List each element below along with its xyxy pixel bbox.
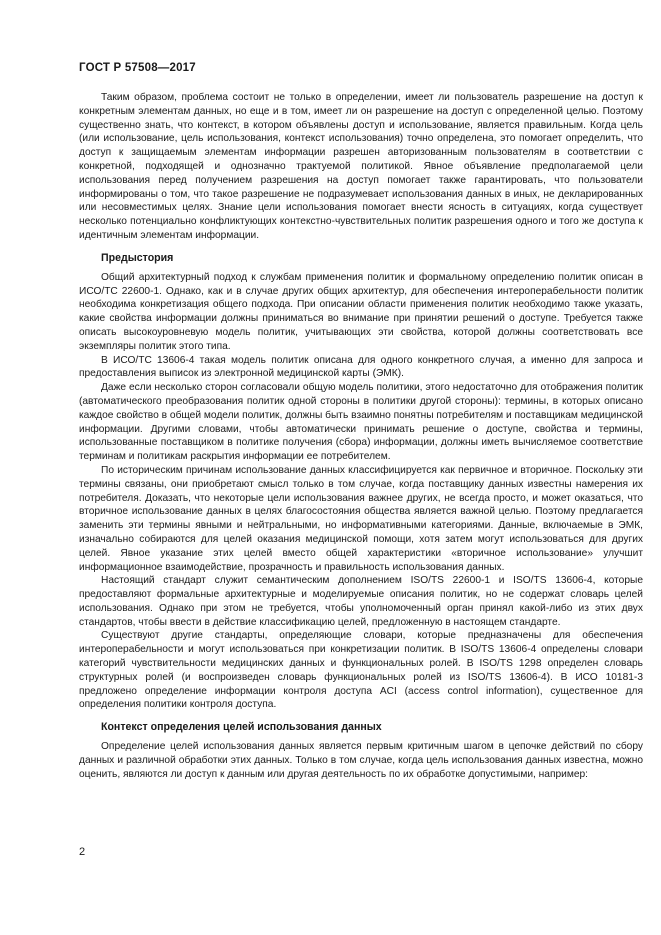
paragraph-purpose-problem: Таким образом, проблема состоит не только в определении, имеет ли пользователь разрешение на доступ к конкретным элементам данных, но еще и в том, имеет ли он разрешение на доступ с определенной целью. Поэтому существенно знать, что контекст, в котором объявлены доступ и использование, является правильным. Когда цель (или использование, цель использования, контекст использования) точно определена, это помогает определить, что доступ к защищаемым элементам информации разрешен авторизованным пользователям в соответствии с конкретной, подходящей и однозначно трактуемой политикой. Явное объявление предполагаемой цели использования перед получением разрешения на доступ помогает также гарантировать, что пользователи информированы о том, что такое разрешение не подразумевает использования данных в иных, не декларированных или несовместимых целях. Знание цели использования помогает внести ясность в ситуациях, когда существует несколько потенциально конфликтующих контекстно-чувствительных политик разрешения одного и того же доступа к идентичным элементам информации. xyxy=(79,92,643,241)
paragraph-iso-13606-4: В ИСО/ТС 13606-4 такая модель политик описана для одного конкретного случая, а именно для запроса и предоставления выписок из электронной медицинской карты (ЭМК). xyxy=(79,354,643,380)
standard-header: ГОСТ Р 57508—2017 xyxy=(79,62,196,74)
paragraph-primary-secondary-use: По историческим причинам использование данных классифицируется как первичное и вторичное. Поскольку эти термины связаны, они приобретают смысл только в том случае, когда поставщику данных известны намерения их потребителя. Доказать, что некоторые цели использования важнее других, не всегда просто, и может оказаться, что вторичное использование данных в целях благосостояния общества является важной целью. Поэтому предлагается заменить эти термины явными и нейтральными, но информативными категориями. Данные, включаемые в ЭМК, изначально собираются для целей оказания медицинской помощи, хотя затем могут использоваться для других целей. Явное указание этих целей вместо общей характеристики «вторичное использование» улучшит информационное взаимодействие, прозрачность и правильность использования данных. xyxy=(79,464,643,573)
page-number: 2 xyxy=(79,846,86,858)
paragraph-policy-mapping: Даже если несколько сторон согласовали общую модель политики, этого недостаточно для отображения политик (автоматического преобразования политик одной стороны в политики другой стороны): термины, в которых описано каждое свойство в общей модели политик, должны быть взаимно понятны потребителям и поставщикам медицинской информации. Другими словами, чтобы автоматически принимать решение о доступе, свойства и термины, использованные поставщиком в политике получения (сбора) информации, должны иметь вычисляемое соответствие терминам и политикам раскрытия информации ее потребителем. xyxy=(79,382,643,463)
document-body xyxy=(79,91,643,782)
paragraph-other-standards: Существуют другие стандарты, определяющие словари, которые предназначены для обеспечения интероперабельности и могут использоваться при конкретизации политик. В ISO/TS 13606-4 определены словари категорий чувствительности медицинских данных и функциональных ролей. В ISO/TS 1298 определен словарь структурных ролей (и воспроизведен словарь функциональных ролей из ISO/TS 13606-4). В ИСО 10181-3 предложено определение информации контроля доступа ACI (access control information), существенное для определения политики контроля доступа. xyxy=(79,630,643,711)
paragraph-semantic-supplement: Настоящий стандарт служит семантическим дополнением ISO/TS 22600-1 и ISO/TS 13606-4, которые предоставляют формальные архитектурные и моделируемые описания политик, но не содержат словарь целей использования. Однако при этом не требуется, чтобы уполномоченный орган принял какой-либо из этих двух стандартов, чтобы ввести в действие классификацию целей, предложенную в настоящем стандарте. xyxy=(79,575,643,628)
section-heading-background: Предыстория xyxy=(101,251,174,264)
paragraph-architecture: Общий архитектурный подход к службам применения политик и формальному определению политик описан в ИСО/ТС 22600-1. Однако, как и в случае других общих архитектур, для обеспечения интероперабельности политик необходима конкретизация общего подхода. При описании области применения политик необходимо также указать, какие свойства информации должны приниматься во внимание при принятии решений о доступе. Требуется также описать высокоуровневую модель политик, учитывающих эти свойства, которой должны соответствовать все экземпляры политик этого типа. xyxy=(79,271,643,352)
section-heading-context: Контекст определения целей использования данных xyxy=(101,721,382,734)
paragraph-context-definition: Определение целей использования данных является первым критичным шагом в цепочке действий по сбору данных и различной обработки этих данных. Только в том случае, когда цель использования данных известна, можно оценить, являются ли доступ к данным или другая деятельность по их обработке допустимыми, например: xyxy=(79,741,643,780)
